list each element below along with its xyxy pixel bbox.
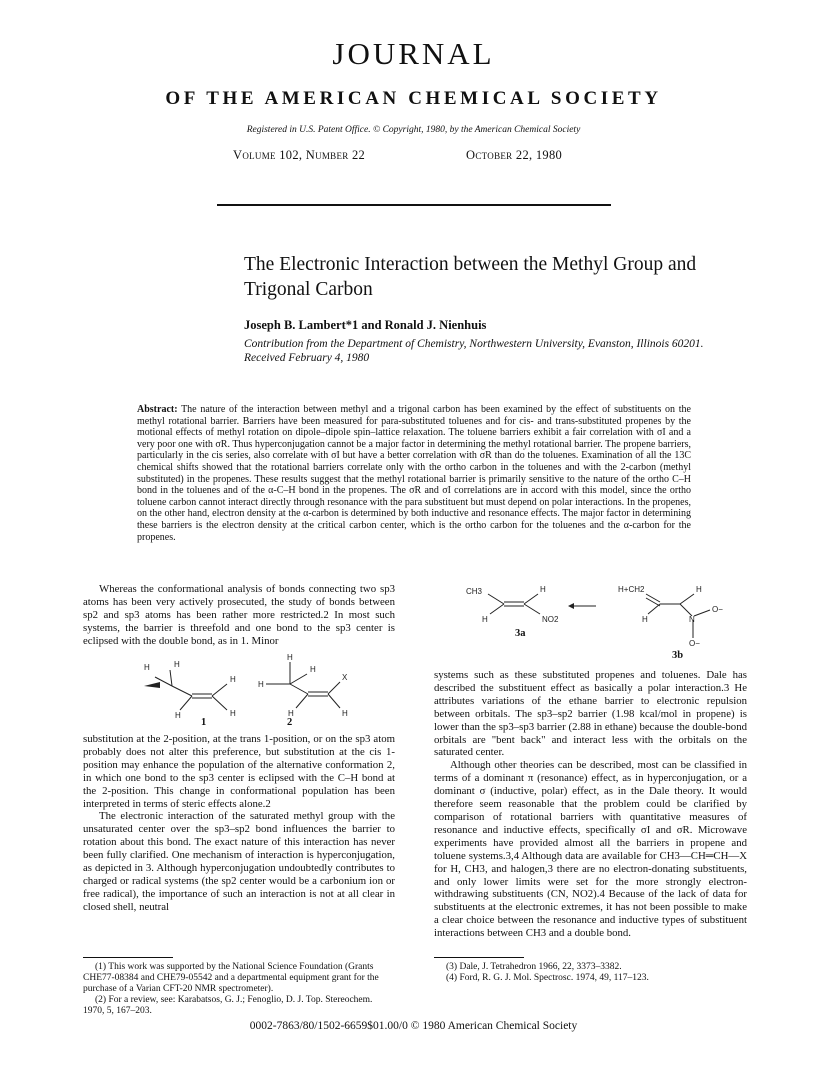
footnote-rule-left	[83, 957, 173, 958]
svg-text:H: H	[175, 711, 181, 720]
svg-text:CH3: CH3	[466, 587, 483, 596]
journal-title: JOURNAL	[332, 36, 495, 71]
structure-label-3b: 3b	[672, 650, 684, 661]
body-paragraph-1: Whereas the conformational analysis of bonds connecting two sp3 atoms has been very actively prosecuted, the study of bonds between sp2 and sp3 atoms has been rather more restricted.2 In most such systems, the barrier is threefold and one bond to the sp3 center is eclipsed with the double bond, as in 1. Minor	[83, 583, 395, 647]
structure-label-2: 2	[287, 717, 293, 728]
footnotes-left	[83, 962, 395, 1017]
svg-text:X: X	[342, 673, 348, 682]
footnotes-right	[434, 962, 747, 984]
abstract-text: The nature of the interaction between methyl and a trigonal carbon has been examined by the effect of substituents on the methyl rotational barrier. Barriers have been measured for para-substituted toluenes and for cis- and trans-substituted propenes by the motional effects of methyl rotation on dipole–dipole spin–lattice relaxation. The toluene barriers exhibit a fair correlation with σI and a very poor one with σR. Thus hyperconjugation cannot be a major factor in determining the methyl rotational barrier. The propene barriers, particularly in the cis series, also correlate with σI but have a better correlation with σR than do the toluenes. Examination of all the 13C chemical shifts showed that the rotational barriers correlate only with the ortho carbon in the toluenes and with the 2-carbon (methyl substituted) in the propenes. These results suggest that the methyl rotational barrier is primarily sensitive to the nature of the ortho C–H bond in the toluenes and of the α-C–H bond in the propenes. The σR and σI correlations are in accord with this model, since the ortho toluene carbon cannot interact directly through resonance with the para substituent but must depend on polar interactions. In the propenes, on the other hand, electron density at the α-carbon is determined by both inductive and resonance effects. The major factor in determining these barriers is the electron density at the critical carbon center, which is the ortho carbon for the toluenes and the α-carbon for the propenes.	[137, 404, 691, 543]
footnote-3: (3) Dale, J. Tetrahedron 1966, 22, 3373–3382.	[446, 962, 622, 972]
svg-text:O−: O−	[689, 639, 700, 648]
structures-3a-3b	[460, 582, 740, 652]
structure-label-3a: 3a	[515, 628, 526, 639]
issue-date: October 22, 1980	[466, 148, 563, 162]
arrow-icon	[568, 603, 574, 609]
svg-text:N: N	[689, 615, 695, 624]
body-paragraph-1-continued: substitution at the 2-position, at the trans 1-position, or on the sp3 atom probably does not alter this preference, but substitution at the cis 1-position may enhance the population of the alternative conformation 2, in which one bond to the sp3 center is eclipsed with the C–H bond at the 2-position. This change in conformational population has been interpreted in terms of steric effects alone.2	[83, 733, 395, 810]
body-paragraph-4: Although other theories can be described, most can be classified in terms of a dominant π (resonance) effect, as in hyperconjugation, or a dominant σ (inductive, polar) effect, as in the Dale theory. It would therefore seem reasonable that the problem could be clarified by comparison of rotational barriers with quantitative measures of resonance and inductive effects, specifically σI and σR. Microwave experiments have provided almost all the barriers in propene and toluene systems.3,4 Although data are available for CH3—CH═CH—X for H, CH3, and halogen,3 there are no electron-donating substituents, and only lower limits were set for the more strongly electron-withdrawing substituents (CN, NO2).4 Because of the lack of data for substituents at the electronic extremes, it has not been possible to make a clear choice between the resonance and inductive types of substituent interactions between CH3 and a double bond.	[434, 759, 747, 940]
page-footer: 0002-7863/80/1502-6659$01.00/0 © 1980 American Chemical Society	[249, 1020, 578, 1032]
body-column-1	[83, 733, 395, 914]
body-paragraph-2: The electronic interaction of the saturated methyl group with the unsaturated center over the sp3–sp2 bond influences the barrier to rotation about this bond. The exact nature of this interaction has never been fully clarified. One mechanism of interaction is hyperconjugation, as depicted in 3. Although hyperconjugation undoubtedly contributes to charged or radical systems (the sp2 center would be a carbonium ion or free radical), the importance of such an interaction is not at all clear in closed shell, neutral	[83, 810, 395, 913]
svg-text:H: H	[540, 585, 546, 594]
authors: Joseph B. Lambert*1 and Ronald J. Nienhuis	[244, 318, 487, 332]
registration-line: Registered in U.S. Patent Office. © Copyright, 1980, by the American Chemical Society	[246, 125, 581, 135]
footnote-2: (2) For a review, see: Karabatsos, G. J.; Fenoglio, D. J. Top. Stereochem. 1970, 5, 167–203.	[83, 995, 373, 1016]
svg-text:H: H	[696, 585, 702, 594]
header-rule	[217, 204, 611, 206]
article-title: The Electronic Interaction between the Methyl Group and Trigonal Carbon	[244, 254, 697, 300]
svg-text:H: H	[642, 615, 648, 624]
society-title: OF THE AMERICAN CHEMICAL SOCIETY	[165, 88, 662, 109]
footnote-1: (1) This work was supported by the National Science Foundation (Grants CHE77-08384 and CHE79-05542 and a departmental equipment grant for the purchase of a Varian CFT-20 NMR spectrometer).	[83, 962, 379, 994]
structures-1-2	[130, 652, 370, 732]
footnote-rule-right	[434, 957, 524, 958]
body-column-2	[434, 669, 747, 940]
svg-text:H: H	[287, 653, 293, 662]
svg-text:O−: O−	[712, 605, 723, 614]
svg-text:H: H	[144, 663, 150, 672]
body-paragraph-3: systems such as these substituted propenes and toluenes. Dale has described the substituent effect as basically a polar interaction.3 He attributes variations of the ethane barrier to electronic repulsion between orbitals. The sp3–sp2 barrier (1.98 kcal/mol in propene) is lower than the sp3–sp3 barrier (2.88 in ethane) because the double-bond orbitals are "bent back" and interact less with the orbitals on the saturated center.	[434, 669, 747, 759]
footnote-4: (4) Ford, R. G. J. Mol. Spectrosc. 1974, 49, 117–123.	[446, 973, 649, 983]
volume-number: Volume 102, Number 22	[233, 148, 366, 162]
svg-text:H: H	[288, 709, 294, 718]
wedge-bond-icon	[144, 682, 160, 688]
svg-text:H: H	[230, 675, 236, 684]
svg-text:H: H	[342, 709, 348, 718]
svg-text:H: H	[310, 665, 316, 674]
abstract	[137, 404, 691, 543]
affiliation: Contribution from the Department of Chemistry, Northwestern University, Evanston, Illinois 60201. Received February 4, 1980	[244, 338, 704, 364]
svg-text:H: H	[230, 709, 236, 718]
svg-text:H: H	[258, 680, 264, 689]
svg-text:NO2: NO2	[542, 615, 559, 624]
svg-text:H+CH2: H+CH2	[618, 585, 645, 594]
abstract-label: Abstract:	[137, 404, 178, 415]
svg-text:H: H	[174, 660, 180, 669]
svg-text:H: H	[482, 615, 488, 624]
structure-label-1: 1	[201, 717, 207, 728]
